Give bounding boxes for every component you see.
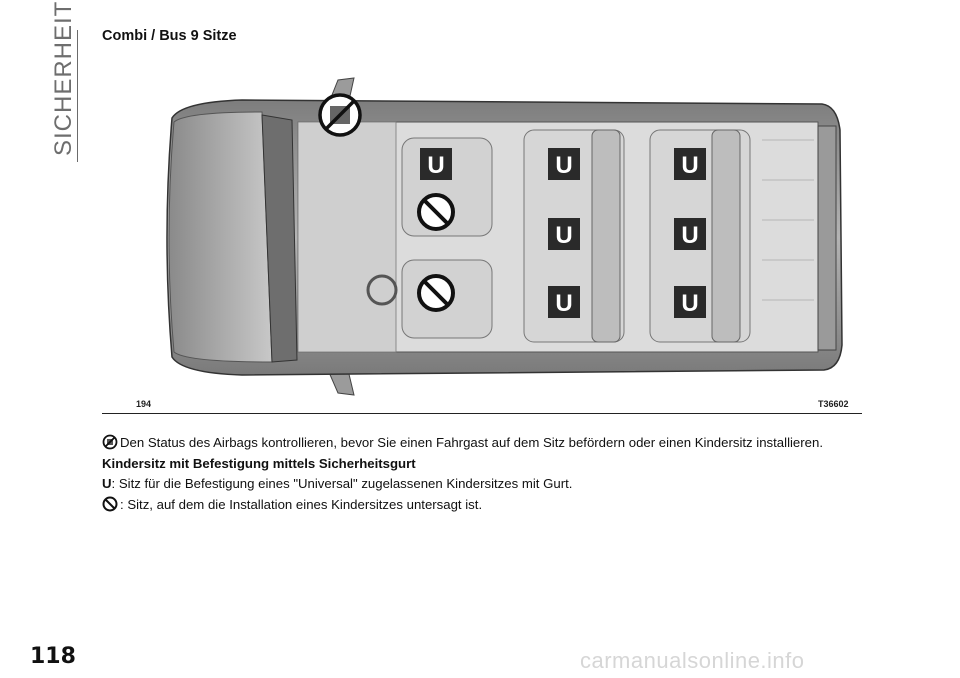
legend-prohibited: [102, 496, 482, 512]
figure-code: T36602: [818, 399, 849, 409]
section-title: Combi / Bus 9 Sitze: [102, 28, 237, 44]
dashboard: [298, 122, 396, 352]
seat-marker-u: [674, 148, 706, 180]
svg-text:U: U: [555, 222, 573, 249]
svg-text:U: U: [427, 152, 445, 179]
van-hood: [169, 112, 272, 362]
airbag-warning-icon: [102, 434, 118, 450]
legend-prohibited-text: : Sitz, auf dem die Installation eines Kindersitzes untersagt ist.: [120, 497, 483, 512]
subheading: Kindersitz mit Befestigung mittels Sicherheitsgurt: [102, 456, 416, 471]
section-side-tab: [44, 0, 84, 170]
prohibited-icon: [419, 195, 453, 229]
legend-universal-text: : Sitz für die Befestigung eines "Universal" zugelassenen Kindersitzes mit Gurt.: [111, 476, 573, 491]
seat-marker-u: [674, 218, 706, 250]
svg-text:U: U: [555, 290, 573, 317]
third-row-backrest: [712, 130, 740, 342]
watermark: carmanualsonline.info: [580, 648, 805, 673]
van-seat-diagram: [102, 60, 862, 415]
airbag-warning-icon: [320, 95, 360, 135]
prohibited-icon: [102, 496, 118, 512]
legend-universal: [102, 476, 572, 491]
section-label: SICHERHEIT: [50, 0, 77, 156]
legend-key-u: U: [102, 476, 112, 491]
figure-caption-rule: [102, 413, 862, 414]
airbag-note: [102, 434, 823, 450]
svg-text:U: U: [555, 152, 573, 179]
page-number: 118: [30, 644, 76, 669]
svg-text:U: U: [681, 222, 699, 249]
svg-text:U: U: [681, 290, 699, 317]
seat-marker-u: [548, 286, 580, 318]
seat-marker-u: [548, 218, 580, 250]
seat-marker-u: [420, 148, 452, 180]
seat-marker-u: [548, 148, 580, 180]
second-row-backrest: [592, 130, 620, 342]
seat-marker-u: [674, 286, 706, 318]
svg-text:U: U: [681, 152, 699, 179]
prohibited-icon: [419, 276, 453, 310]
airbag-note-text: Den Status des Airbags kontrollieren, bevor Sie einen Fahrgast auf dem Sitz befördern oder einen Kindersitz installieren.: [120, 435, 823, 450]
rear-door: [818, 126, 836, 350]
figure-number: 194: [136, 399, 152, 409]
